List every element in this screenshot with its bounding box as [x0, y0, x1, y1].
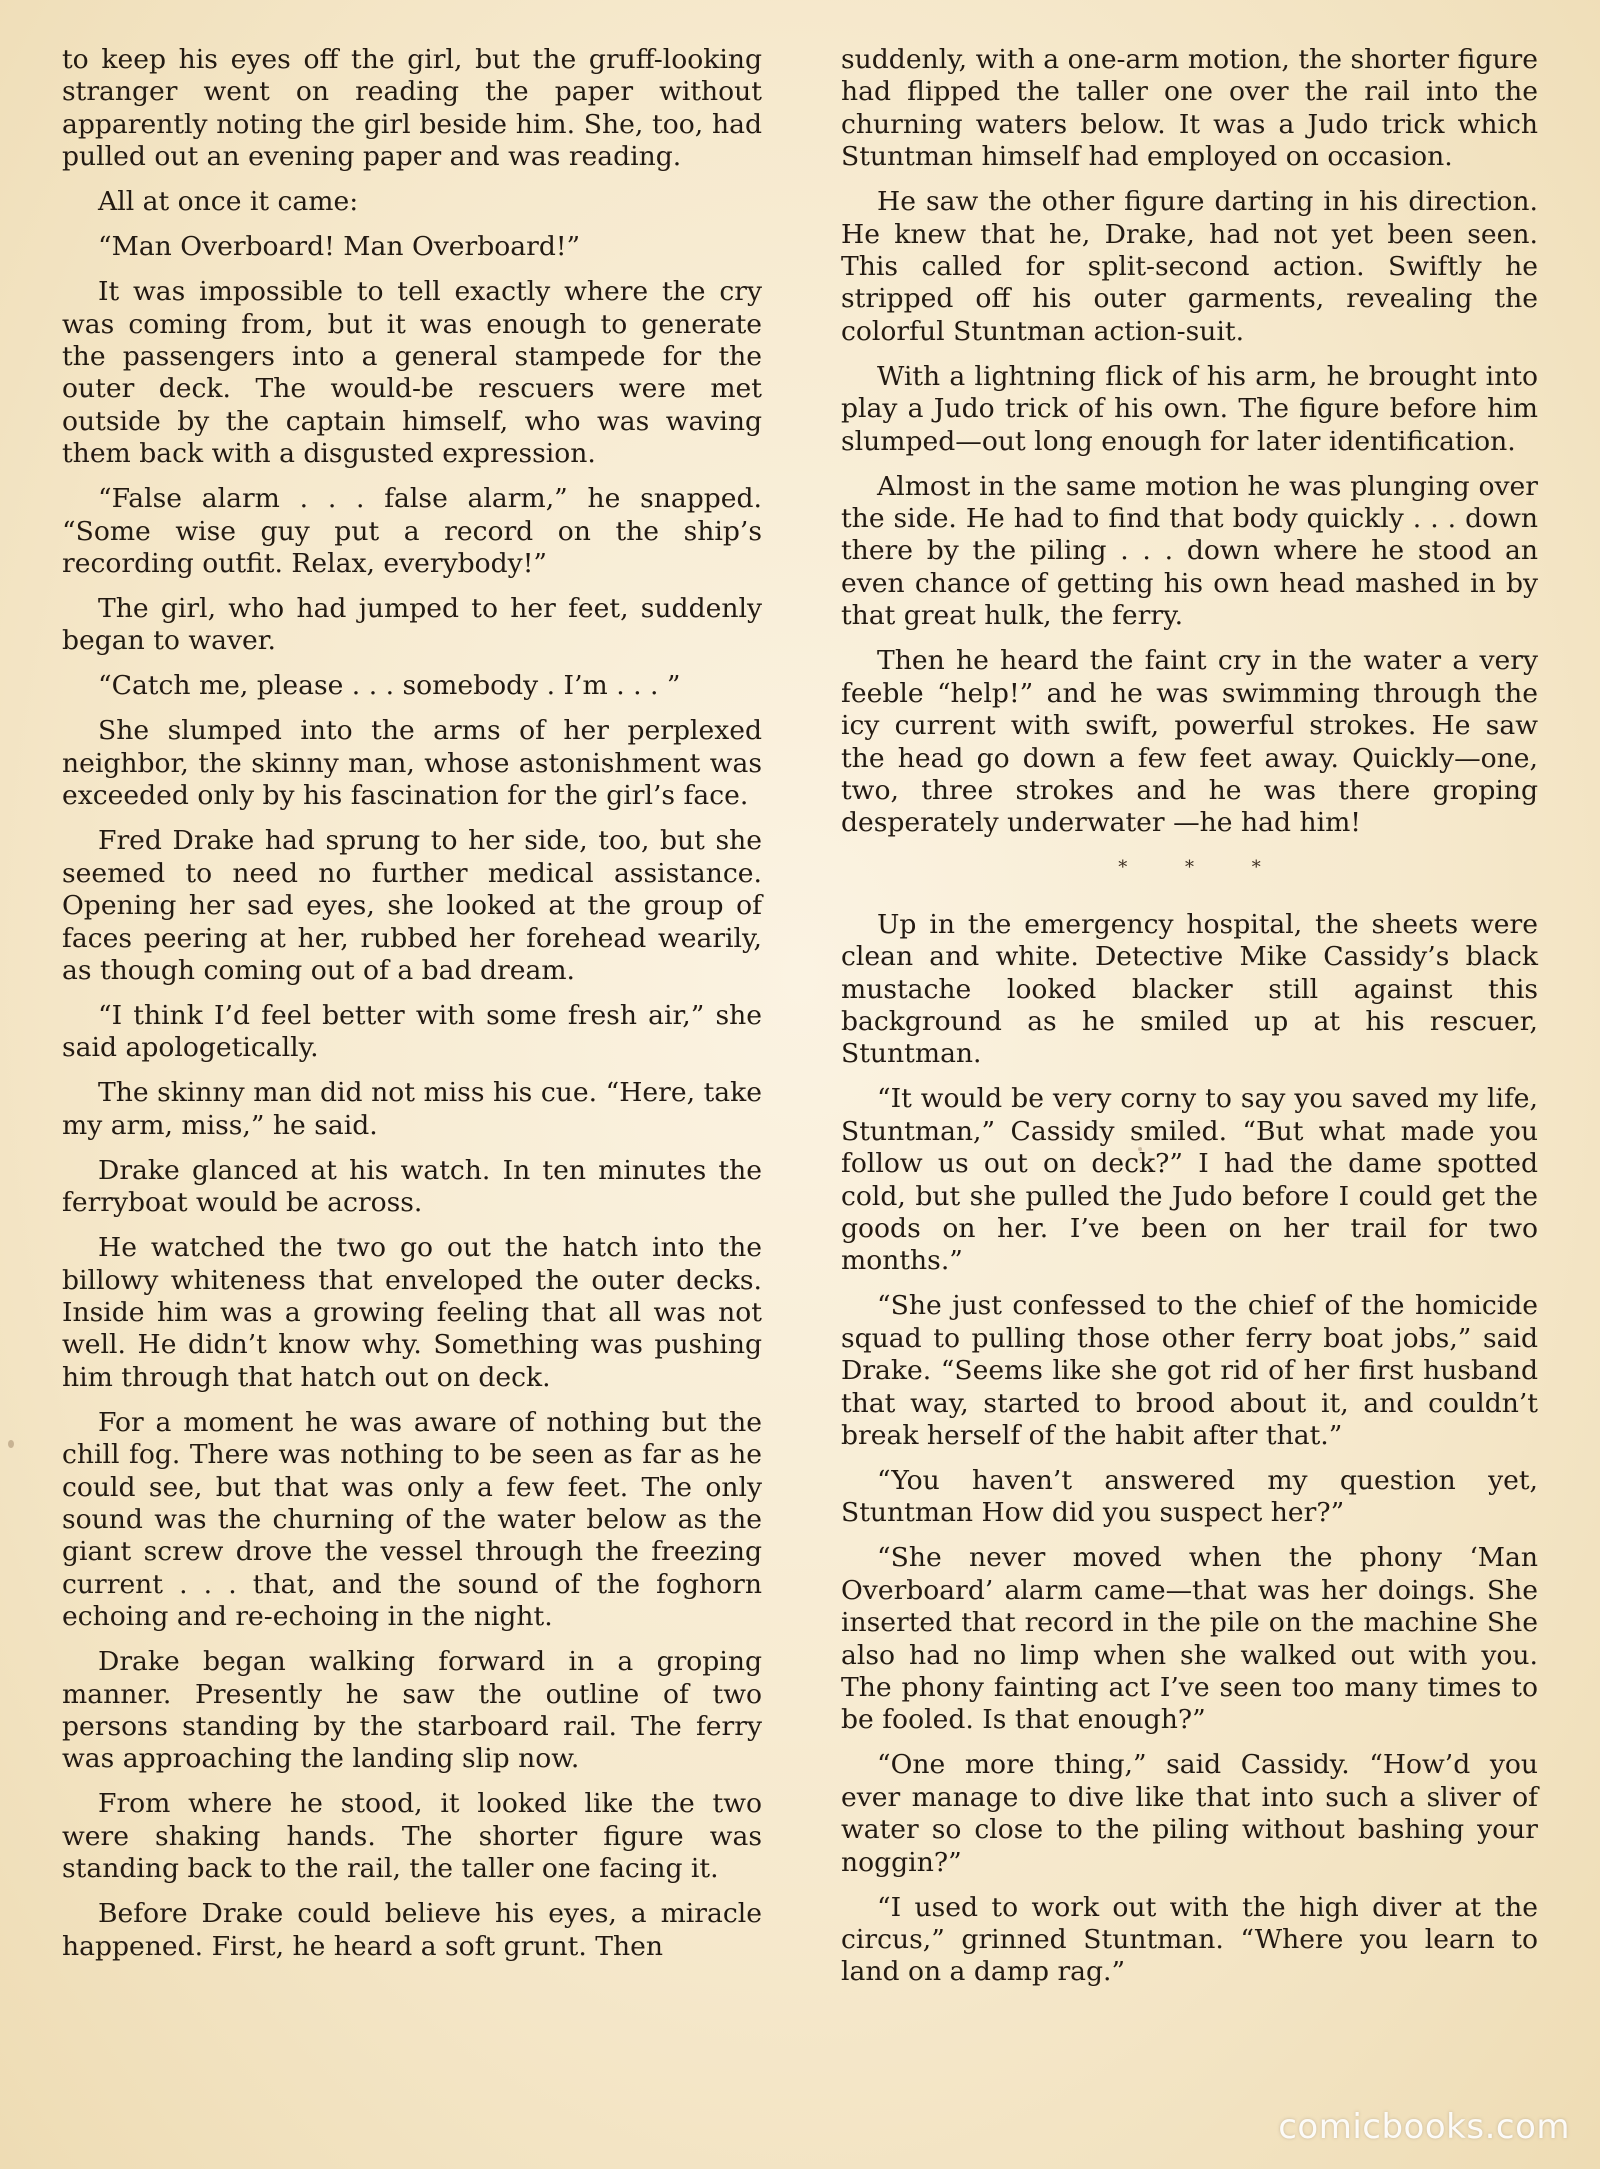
paper-speck — [342, 1238, 345, 1241]
paragraph: to keep his eyes off the girl, but the gruff-looking stranger went on reading the paper without apparently noting the girl beside him. She, too, had pulled out an evening paper and was reading. — [62, 44, 762, 173]
paragraph: Almost in the same motion he was plunging over the side. He had to find that body quickly . . . down there by the piling . . . down where he stood an even chance of getting his own head mashed in by that great hulk, the ferry. — [841, 470, 1538, 632]
paragraph: “It would be very corny to say you saved my life, Stuntman,” Cassidy smiled. “But what made you follow us out on deck?” I had the dame spotted cold, but she pulled the Judo before I could get the goods on her. I’ve been on her trail for two months.” — [841, 1083, 1538, 1277]
paragraph: “I used to work out with the high diver at the circus,” grinned Stuntman. “Where you learn to land on a damp rag.” — [841, 1891, 1538, 1988]
paragraph: From where he stood, it looked like the two were shaking hands. The shorter figure was standing back to the rail, the taller one facing it. — [62, 1788, 762, 1885]
paragraph: Then he heard the faint cry in the water a very feeble “help!” and he was swimming through the icy current with swift, powerful strokes. He saw the head go down a few feet away. Quickly—one, two, three strokes and he was there groping desperately underwater —he had him! — [841, 645, 1538, 839]
section-break-asterisks: * * * — [1118, 857, 1287, 879]
paragraph: “I think I’d feel better with some fresh air,” she said apologetically. — [62, 999, 762, 1064]
paragraph: The girl, who had jumped to her feet, suddenly began to waver. — [62, 593, 762, 657]
right-text-column — [841, 44, 1538, 2001]
paragraph: “She never moved when the phony ‘Man Overboard’ alarm came—that was her doings. She inserted that record in the pile on the machine She also had no limp when she walked out with you. The phony fainting act I’ve seen too many times to be fooled. Is that enough?” — [841, 1542, 1538, 1736]
paragraph: Drake glanced at his watch. In ten minutes the ferryboat would be across. — [62, 1154, 762, 1219]
paragraph: For a moment he was aware of nothing but the chill fog. There was nothing to be seen as far as he could see, but that was only a few feet. The only sound was the churning of the water below as the giant screw drove the vessel through the freezing current . . . that, and the sound of the foghorn echoing and re-echoing in the night. — [62, 1406, 762, 1633]
paragraph: It was impossible to tell exactly where the cry was coming from, but it was enough to generate the passengers into a general stampede for the outer deck. The would-be rescuers were met outside by the captain himself, who was waving them back with a disgusted expression. — [62, 276, 762, 470]
paragraph: “Catch me, please . . . somebody . I’m . . . ” — [98, 670, 681, 702]
paragraph: Before Drake could believe his eyes, a miracle happened. First, he heard a soft grunt. Then — [62, 1898, 762, 1962]
paragraph: He saw the other figure darting in his direction. He knew that he, Drake, had not yet been seen. This called for split-second action. Swiftly he stripped off his outer garments, revealing the colorful Stuntman action-suit. — [841, 186, 1538, 347]
paragraph: He watched the two go out the hatch into the billowy whiteness that enveloped the outer decks. Inside him was a growing feeling that all was not well. He didn’t know why. Something was pushing him through that hatch out on deck. — [62, 1232, 762, 1393]
paper-speck — [8, 1440, 14, 1448]
left-text-column — [62, 44, 762, 1976]
site-watermark: comicbooks.com — [1278, 2107, 1570, 2147]
paragraph: Drake began walking forward in a groping manner. Presently he saw the outline of two persons standing by the starboard rail. The ferry was approaching the landing slip now. — [62, 1646, 762, 1775]
paragraph: suddenly, with a one-arm motion, the shorter figure had flipped the taller one over the rail into the churning waters below. It was a Judo trick which Stuntman himself had employed on occasion. — [841, 44, 1538, 173]
paper-speck — [1138, 1147, 1142, 1151]
paragraph: She slumped into the arms of her perplexed neighbor, the skinny man, whose astonishment was exceeded only by his fascination for the girl’s face. — [62, 715, 762, 812]
paragraph: “One more thing,” said Cassidy. “How’d you ever manage to dive like that into such a sliver of water so close to the piling without bashing your noggin?” — [841, 1749, 1538, 1878]
paragraph: “She just confessed to the chief of the homicide squad to pulling those other ferry boat jobs,” said Drake. “Seems like she got rid of her first husband that way, started to brood about it, and couldn’t break herself of the habit after that.” — [841, 1290, 1538, 1451]
paragraph: “False alarm . . . false alarm,” he snapped. “Some wise guy put a record on the ship’s recording outfit. Relax, everybody!” — [62, 483, 762, 580]
paragraph: “Man Overboard! Man Overboard!” — [98, 231, 581, 263]
paragraph: Fred Drake had sprung to her side, too, but she seemed to need no further medical assistance. Opening her sad eyes, she looked at the group of faces peering at her, rubbed her forehead wearily, as though coming out of a bad dream. — [62, 825, 762, 986]
paragraph: “You haven’t answered my question yet, Stuntman How did you suspect her?” — [841, 1465, 1538, 1529]
paragraph: With a lightning flick of his arm, he brought into play a Judo trick of his own. The figure before him slumped—out long enough for later identification. — [841, 360, 1538, 457]
paragraph: Up in the emergency hospital, the sheets were clean and white. Detective Mike Cassidy’s black mustache looked blacker still against this background as he smiled up at his rescuer, Stuntman. — [841, 908, 1538, 1070]
paragraph: The skinny man did not miss his cue. “Here, take my arm, miss,” he said. — [62, 1077, 762, 1141]
paragraph: All at once it came: — [98, 186, 359, 218]
